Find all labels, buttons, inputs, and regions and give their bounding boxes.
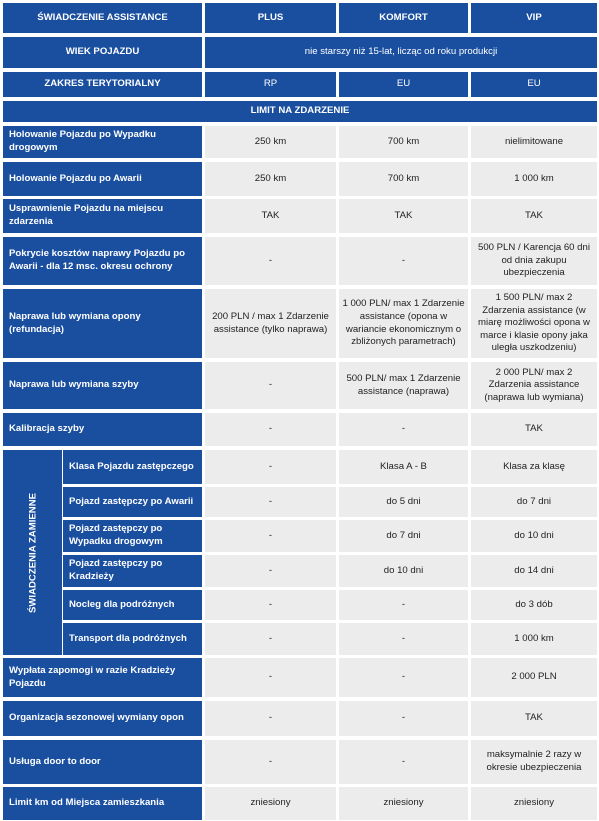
cell-vip: do 7 dni: [471, 487, 597, 517]
cell-vip: TAK: [471, 413, 597, 446]
cell-vip: TAK: [471, 199, 597, 233]
cell-komfort: TAK: [339, 199, 468, 233]
cell-vip: do 14 dni: [471, 555, 597, 587]
vehicle-age-value: nie starszy niż 15-lat, licząc od roku produkcji: [205, 37, 597, 68]
row-label: Naprawa lub wymiana szyby: [3, 362, 202, 409]
row-label: Organizacja sezonowej wymiany opon: [3, 701, 202, 736]
replacement-row-label: Klasa Pojazdu zastępczego: [63, 450, 202, 484]
cell-vip: 2 000 PLN/ max 2 Zdarzenia assistance (naprawa lub wymiana): [471, 362, 597, 409]
cell-komfort: -: [339, 740, 468, 784]
header-benefit: ŚWIADCZENIE ASSISTANCE: [3, 3, 202, 33]
replacement-row-label: Nocleg dla podróżnych: [63, 590, 202, 620]
cell-plus: zniesiony: [205, 787, 336, 820]
cell-komfort: -: [339, 590, 468, 620]
cell-komfort: -: [339, 413, 468, 446]
cell-komfort: do 10 dni: [339, 555, 468, 587]
cell-vip: zniesiony: [471, 787, 597, 820]
row-label: Naprawa lub wymiana opony (refundacja): [3, 289, 202, 358]
cell-komfort: 500 PLN/ max 1 Zdarzenie assistance (naprawa): [339, 362, 468, 409]
replacement-row-label: Transport dla podróżnych: [63, 623, 202, 655]
cell-plus: -: [205, 450, 336, 484]
replacement-group-label: [3, 450, 62, 655]
cell-komfort: 700 km: [339, 126, 468, 158]
cell-komfort: do 5 dni: [339, 487, 468, 517]
cell-vip: 1 500 PLN/ max 2 Zdarzenia assistance (w miarę możliwości opona w marce i klasie opony jaka uległa uszkodzeniu): [471, 289, 597, 358]
cell-komfort: 700 km: [339, 162, 468, 196]
cell-plus: TAK: [205, 199, 336, 233]
cell-vip: do 3 dób: [471, 590, 597, 620]
cell-vip: maksymalnie 2 razy w okresie ubezpieczenia: [471, 740, 597, 784]
replacement-group-text: ŚWIADCZENIA ZAMIENNE: [27, 492, 38, 613]
cell-vip: TAK: [471, 701, 597, 736]
cell-plus: -: [205, 701, 336, 736]
replacement-row-label: Pojazd zastępczy po Kradzieży: [63, 555, 202, 587]
limit-header: LIMIT NA ZDARZENIE: [3, 101, 597, 122]
row-label: Limit km od Miejsca zamieszkania: [3, 787, 202, 820]
cell-plus: 250 km: [205, 162, 336, 196]
territory-label: ZAKRES TERYTORIALNY: [3, 72, 202, 97]
cell-plus: -: [205, 487, 336, 517]
cell-plus: 250 km: [205, 126, 336, 158]
cell-vip: 1 000 km: [471, 162, 597, 196]
header-komfort: KOMFORT: [339, 3, 468, 33]
header-plus: PLUS: [205, 3, 336, 33]
cell-komfort: do 7 dni: [339, 520, 468, 552]
cell-plus: -: [205, 658, 336, 697]
cell-komfort: -: [339, 658, 468, 697]
cell-komfort: -: [339, 701, 468, 736]
cell-plus: -: [205, 237, 336, 285]
cell-plus: -: [205, 520, 336, 552]
cell-komfort: -: [339, 237, 468, 285]
row-label: Usprawnienie Pojazdu na miejscu zdarzenia: [3, 199, 202, 233]
cell-vip: do 10 dni: [471, 520, 597, 552]
row-label: Usługa door to door: [3, 740, 202, 784]
row-label: Pokrycie kosztów naprawy Pojazdu po Awarii - dla 12 msc. okresu ochrony: [3, 237, 202, 285]
replacement-row-label: Pojazd zastępczy po Wypadku drogowym: [63, 520, 202, 552]
cell-plus: -: [205, 555, 336, 587]
cell-plus: -: [205, 740, 336, 784]
row-label: Kalibracja szyby: [3, 413, 202, 446]
cell-vip: 2 000 PLN: [471, 658, 597, 697]
row-label: Wypłata zapomogi w razie Kradzieży Pojazdu: [3, 658, 202, 697]
cell-komfort: Klasa A - B: [339, 450, 468, 484]
territory-vip: EU: [471, 72, 597, 97]
cell-plus: 200 PLN / max 1 Zdarzenie assistance (tylko naprawa): [205, 289, 336, 358]
vehicle-age-label: WIEK POJAZDU: [3, 37, 202, 68]
territory-plus: RP: [205, 72, 336, 97]
cell-plus: -: [205, 590, 336, 620]
cell-plus: -: [205, 362, 336, 409]
cell-plus: -: [205, 413, 336, 446]
replacement-row-label: Pojazd zastępczy po Awarii: [63, 487, 202, 517]
header-vip: VIP: [471, 3, 597, 33]
cell-komfort: -: [339, 623, 468, 655]
cell-vip: 1 000 km: [471, 623, 597, 655]
cell-plus: -: [205, 623, 336, 655]
row-label: Holowanie Pojazdu po Awarii: [3, 162, 202, 196]
row-label: Holowanie Pojazdu po Wypadku drogowym: [3, 126, 202, 158]
cell-komfort: 1 000 PLN/ max 1 Zdarzenie assistance (opona w wariancie ekonomicznym o zbliżonych parametrach): [339, 289, 468, 358]
cell-vip: Klasa za klasę: [471, 450, 597, 484]
cell-komfort: zniesiony: [339, 787, 468, 820]
cell-vip: nielimitowane: [471, 126, 597, 158]
cell-vip: 500 PLN / Karencja 60 dni od dnia zakupu ubezpieczenia: [471, 237, 597, 285]
territory-komfort: EU: [339, 72, 468, 97]
